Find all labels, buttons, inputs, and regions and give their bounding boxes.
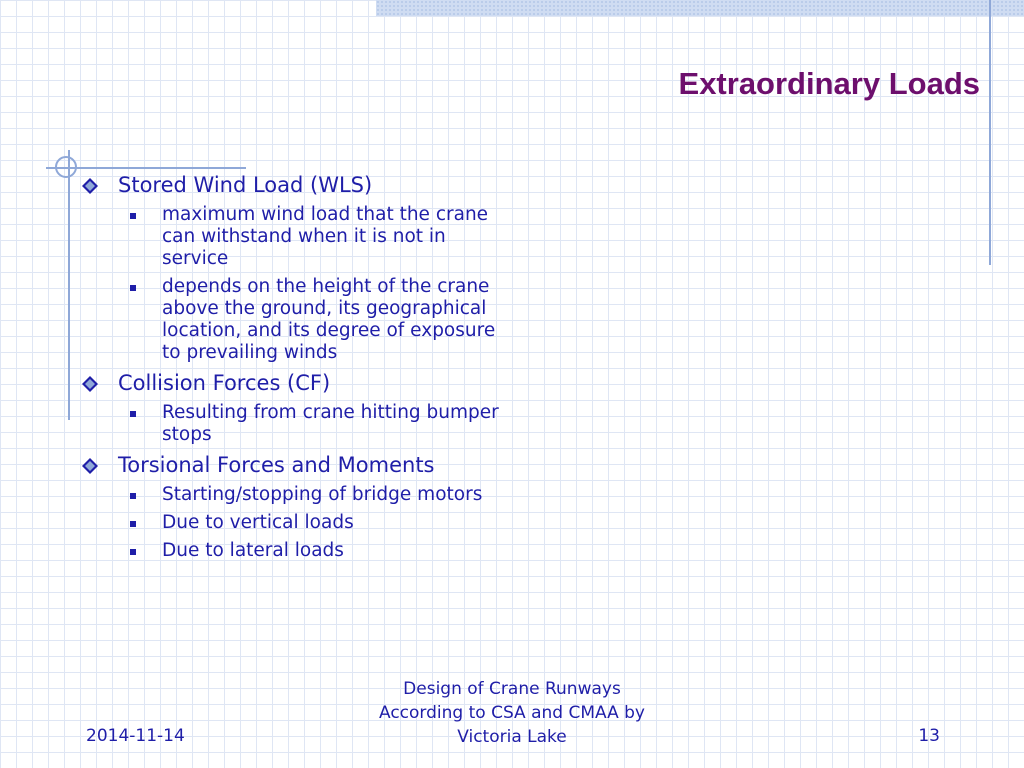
sub-bullet-text: Due to lateral loads (162, 540, 344, 561)
square-bullet-icon (130, 285, 136, 291)
sub-bullet-text: maximum wind load that the crane can withstand when it is not in service (162, 204, 489, 269)
bullet-stored-wind-load (80, 172, 510, 199)
bullet-text: Collision Forces (CF) (118, 371, 331, 395)
sub-bullet-text: Starting/stopping of bridge motors (162, 484, 483, 505)
sub-bullet-text: depends on the height of the crane above the ground, its geographical location, and its degree of exposure to prevailing winds (162, 276, 496, 363)
square-bullet-icon (130, 213, 136, 219)
square-bullet-icon (130, 411, 136, 417)
slide-body (80, 172, 510, 568)
bullet-torsional-forces (80, 452, 510, 479)
sub-bullet (80, 512, 510, 534)
decorative-circle-icon (55, 156, 77, 178)
sub-bullet-text: Resulting from crane hitting bumper stops (162, 402, 499, 445)
sub-bullet (80, 402, 510, 446)
square-bullet-icon (130, 493, 136, 499)
footer-title-line: According to CSA and CMAA by (379, 703, 645, 723)
diamond-bullet-icon (82, 178, 98, 194)
header-decorative-band (376, 0, 1024, 16)
square-bullet-icon (130, 549, 136, 555)
square-bullet-icon (130, 521, 136, 527)
slide-number: 13 (918, 726, 940, 746)
sub-bullet (80, 540, 510, 562)
decorative-vertical-rule (989, 0, 991, 265)
sub-bullet (80, 484, 510, 506)
bullet-collision-forces (80, 370, 510, 397)
footer-title-line: Design of Crane Runways (403, 679, 621, 699)
sub-bullet-text: Due to vertical loads (162, 512, 354, 533)
decorative-vertical-rule-left (68, 150, 70, 420)
diamond-bullet-icon (82, 458, 98, 474)
bullet-text: Stored Wind Load (WLS) (118, 173, 373, 197)
footer-title-line: Victoria Lake (457, 727, 567, 747)
footer-presentation-title (362, 677, 662, 749)
footer-date: 2014-11-14 (86, 726, 185, 746)
slide-title: Extraordinary Loads (678, 66, 980, 101)
diamond-bullet-icon (82, 376, 98, 392)
sub-bullet (80, 204, 510, 270)
sub-bullet (80, 276, 510, 364)
bullet-text: Torsional Forces and Moments (118, 453, 435, 477)
